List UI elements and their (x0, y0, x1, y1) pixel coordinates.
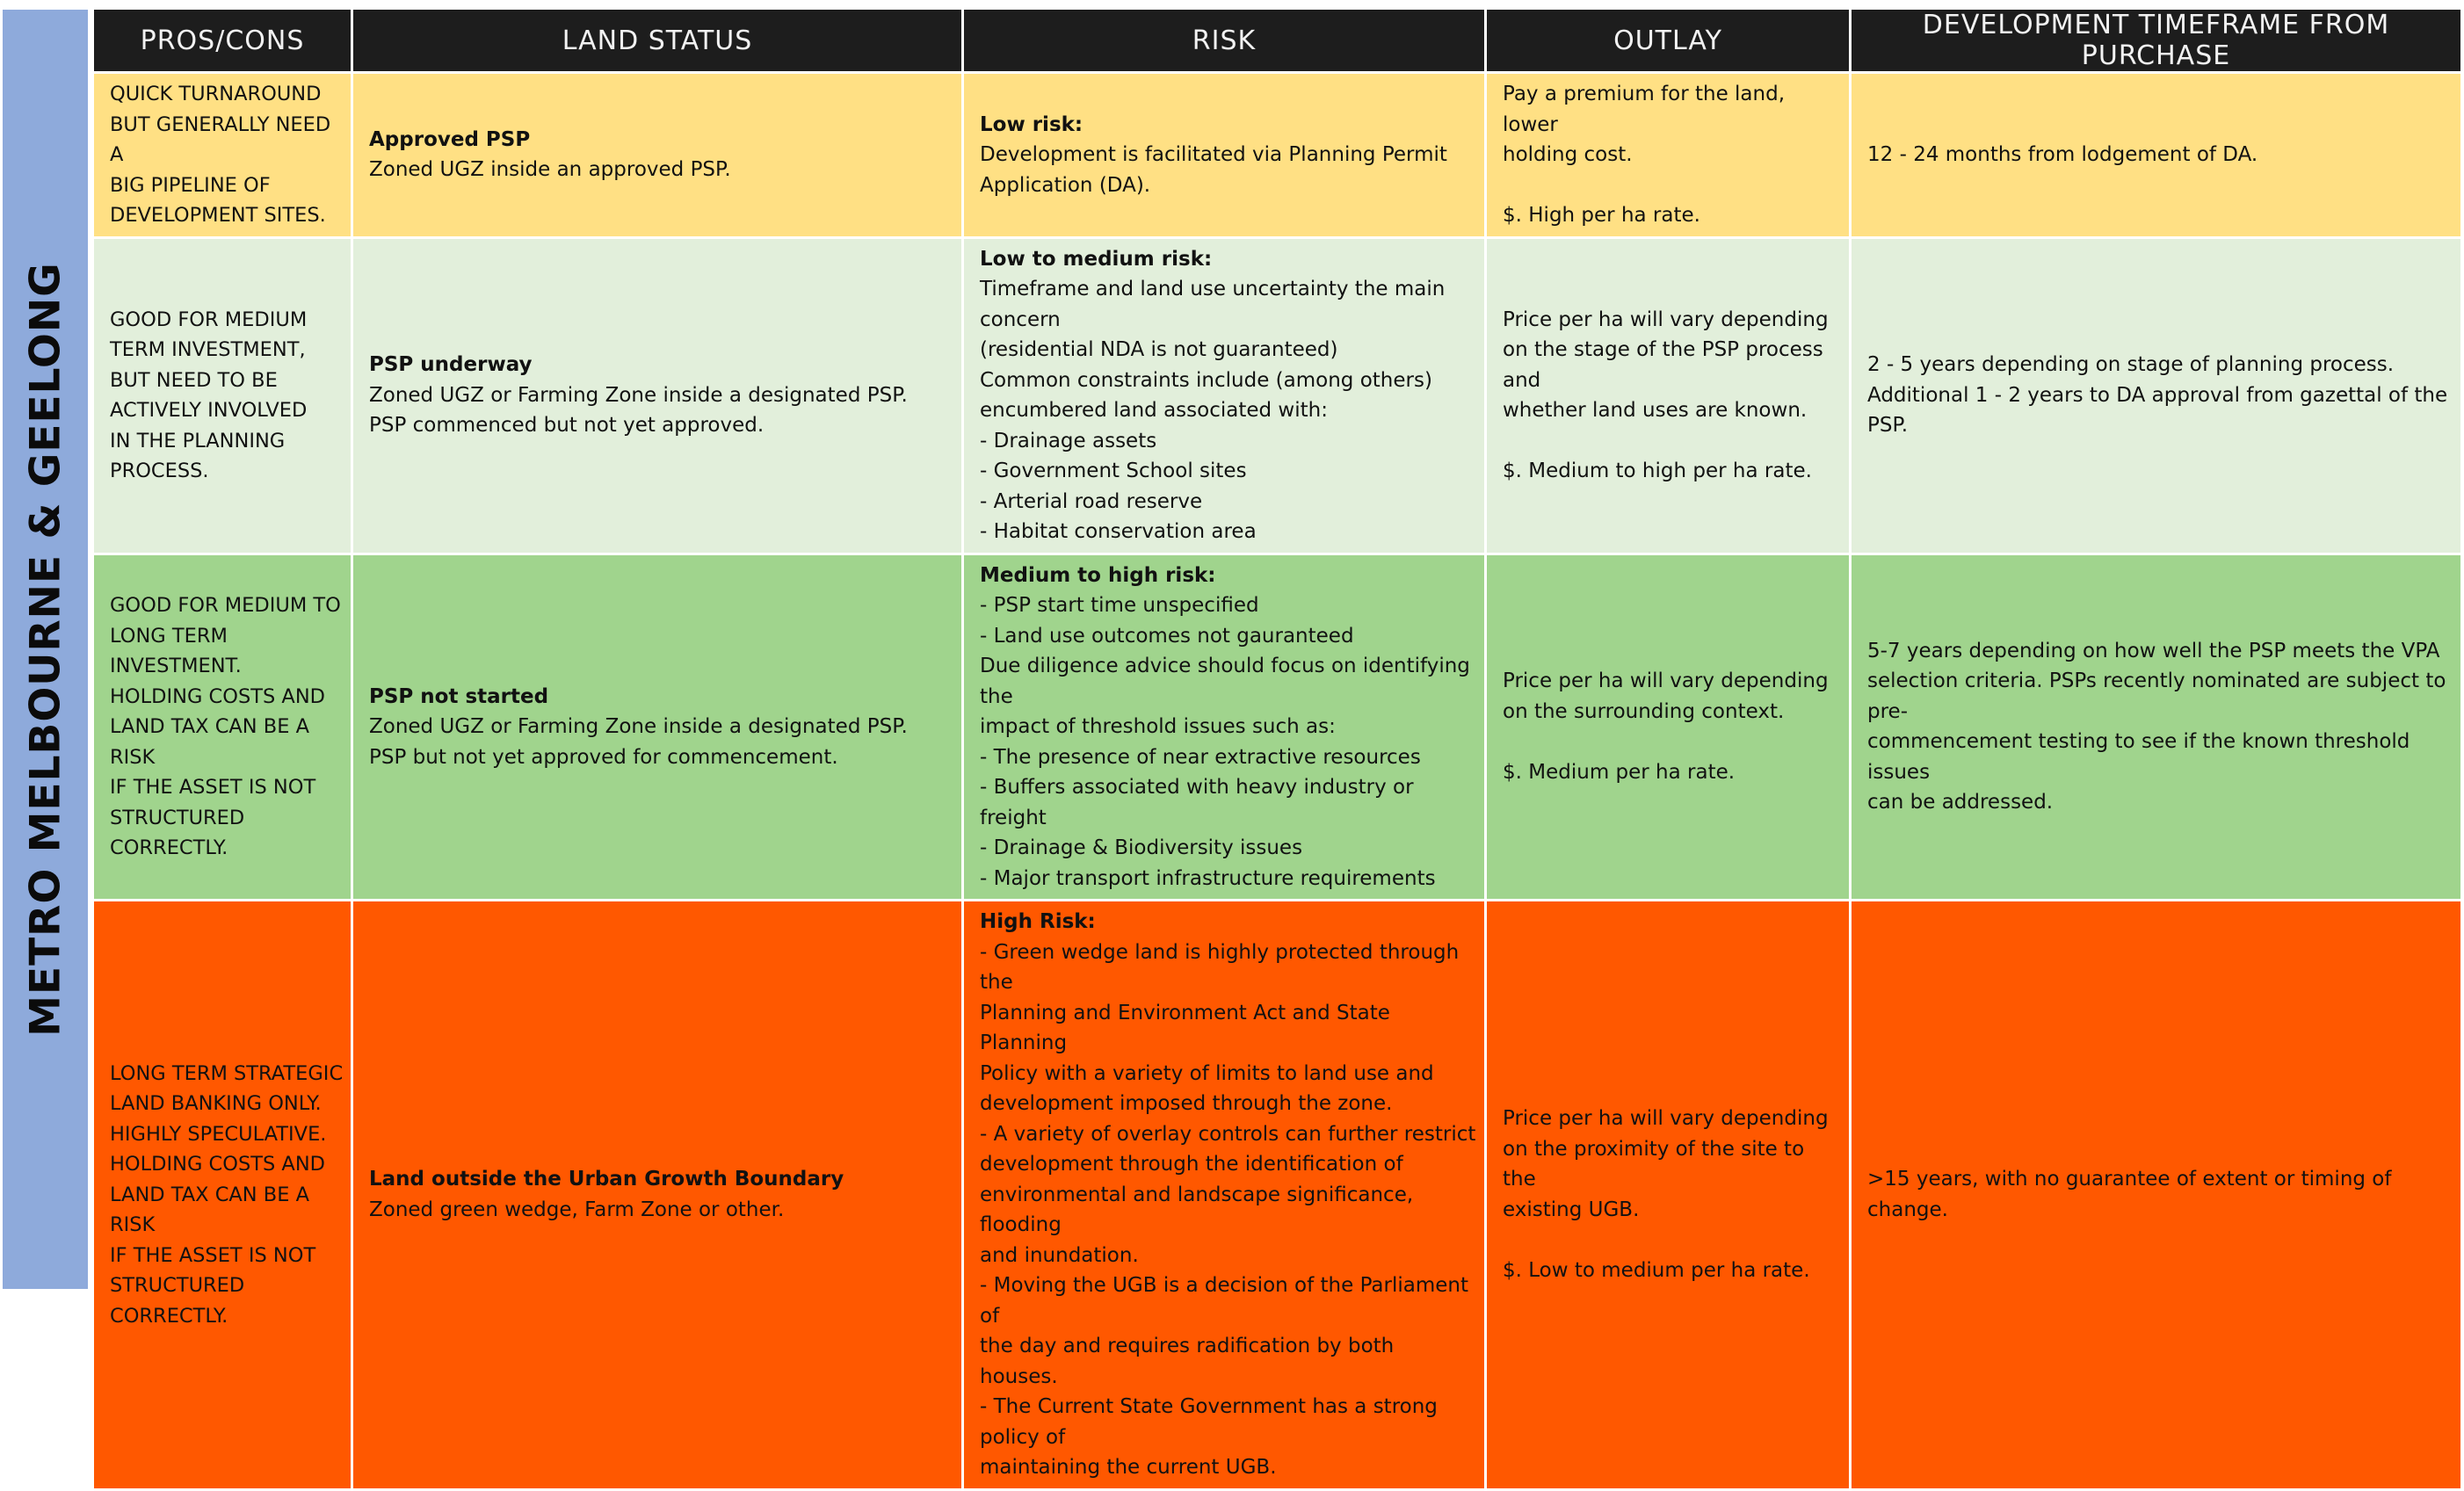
risk-title: High Risk: (980, 910, 1096, 933)
land-status-cell (352, 554, 963, 901)
header-risk: RISK (963, 10, 1486, 73)
side-label: METRO MELBOURNE & GEELONG (21, 262, 69, 1037)
header-row (93, 10, 2462, 73)
timeframe-cell: >15 years, with no guarantee of extent or timing of change. (1851, 901, 2462, 1490)
outlay-cell: Price per ha will vary depending on the proximity of the site to the existing UGB. $. Low to medium per ha rate. (1486, 901, 1851, 1490)
risk-text: - PSP start time unspecified - Land use outcomes not gauranteed Due diligence advice should focus on identifying the impact of threshold issues such as: - The presence of near extractive resources - Buffers associated with heavy industry or freight - Drainage & Biodiversity issues - Major transport infrastructure requirements (980, 594, 1470, 890)
land-status-text: Zoned green wedge, Farm Zone or other. (369, 1198, 785, 1221)
pros-cons-cell: GOOD FOR MEDIUM TO LONG TERM INVESTMENT. HOLDING COSTS AND LAND TAX CAN BE A RISK IF THE ASSET IS NOT STRUCTURED CORRECTLY. (93, 554, 352, 901)
land-status-title: Approved PSP (369, 127, 531, 151)
risk-text: - Green wedge land is highly protected through the Planning and Environment Act and State Planning Policy with a variety of limits to land use and development imposed through the zone. - A variety of overlay controls can further restrict development through the identification of environmental and landscape significance, flooding and inundation. - Moving the UGB is a decision of the Parliament of the day and requires radification by both houses. - The Current State Government has a strong policy of maintaining the current UGB. (980, 940, 1476, 1479)
outlay-cell: Pay a premium for the land, lower holding cost. $. High per ha rate. (1486, 73, 1851, 238)
risk-title: Low risk: (980, 112, 1083, 136)
development-table (91, 10, 2463, 1491)
pros-cons-cell: LONG TERM STRATEGIC LAND BANKING ONLY. HIGHLY SPECULATIVE. HOLDING COSTS AND LAND TAX CAN BE A RISK IF THE ASSET IS NOT STRUCTURED CORRECTLY. (93, 901, 352, 1490)
land-status-text: Zoned UGZ or Farming Zone inside a designated PSP. PSP but not yet approved for commencement. (369, 715, 908, 769)
outlay-cell: Price per ha will vary depending on the surrounding context. $. Medium per ha rate. (1486, 554, 1851, 901)
table-row (93, 901, 2462, 1490)
risk-cell (963, 554, 1486, 901)
risk-text: Development is facilitated via Planning Permit Application (DA). (980, 143, 1447, 197)
land-status-title: PSP not started (369, 684, 549, 708)
risk-cell (963, 237, 1486, 554)
table-row (93, 237, 2462, 554)
land-status-text: Zoned UGZ inside an approved PSP. (369, 158, 731, 182)
risk-text: Timeframe and land use uncertainty the main concern (residential NDA is not guaranteed) Common constraints include (among others) encumbered land associated with: - Drainage assets - Government School sites - Arterial road reserve - Habitat conservation area (980, 278, 1446, 543)
pros-cons-cell: QUICK TURNAROUND BUT GENERALLY NEED A BIG PIPELINE OF DEVELOPMENT SITES. (93, 73, 352, 238)
pros-cons-cell: GOOD FOR MEDIUM TERM INVESTMENT, BUT NEED TO BE ACTIVELY INVOLVED IN THE PLANNING PROCESS. (93, 237, 352, 554)
timeframe-cell: 2 - 5 years depending on stage of planning process. Additional 1 - 2 years to DA approval from gazettal of the PSP. (1851, 237, 2462, 554)
timeframe-cell: 5-7 years depending on how well the PSP meets the VPA selection criteria. PSPs recently nominated are subject to pre- commencement testing to see if the known threshold issues can be addressed. (1851, 554, 2462, 901)
land-status-title: PSP underway (369, 353, 533, 377)
risk-title: Medium to high risk: (980, 563, 1216, 587)
outlay-cell: Price per ha will vary depending on the stage of the PSP process and whether land uses are known. $. Medium to high per ha rate. (1486, 237, 1851, 554)
side-label-band (3, 10, 88, 1289)
header-pros-cons: PROS/CONS (93, 10, 352, 73)
risk-title: Low to medium risk: (980, 247, 1213, 271)
risk-cell (963, 901, 1486, 1490)
header-land-status: LAND STATUS (352, 10, 963, 73)
risk-cell (963, 73, 1486, 238)
land-status-cell (352, 73, 963, 238)
land-status-text: Zoned UGZ or Farming Zone inside a designated PSP. PSP commenced but not yet approved. (369, 383, 908, 438)
land-status-title: Land outside the Urban Growth Boundary (369, 1168, 844, 1191)
land-status-cell (352, 237, 963, 554)
table-row (93, 73, 2462, 238)
header-timeframe: DEVELOPMENT TIMEFRAME FROM PURCHASE (1851, 10, 2462, 73)
table-row (93, 554, 2462, 901)
timeframe-cell: 12 - 24 months from lodgement of DA. (1851, 73, 2462, 238)
land-status-cell (352, 901, 963, 1490)
header-outlay: OUTLAY (1486, 10, 1851, 73)
